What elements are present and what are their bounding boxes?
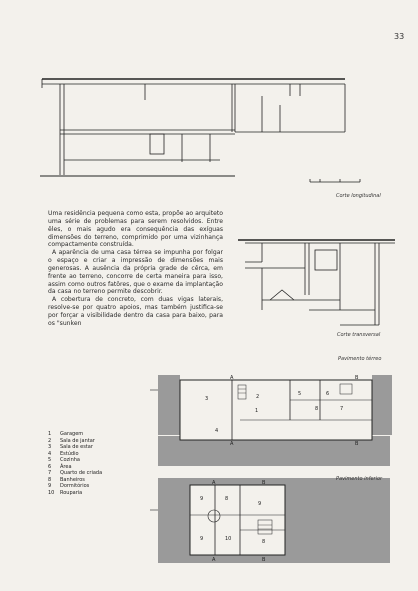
legend-number: 1 bbox=[48, 431, 52, 437]
plan-label-lower-9b: 9 bbox=[200, 536, 204, 542]
room-legend bbox=[48, 431, 102, 496]
legend-row bbox=[48, 490, 102, 497]
lower-floor-plan-drawing bbox=[150, 478, 390, 563]
article-paragraph: Uma residência pequena como esta, propõe ao arquiteto uma série de problemas para serem resolvidos. Entre êles, o mais agudo era consequência das exíguas dimensões do terreno, comprimido por uma vizinhança compactamente construída. bbox=[48, 210, 223, 249]
caption-longitudinal-section: Corte longitudinal bbox=[336, 193, 381, 199]
transverse-section-drawing bbox=[238, 240, 395, 325]
legend-label: Garagem bbox=[60, 431, 84, 437]
plan-label-ground-7: 7 bbox=[340, 406, 344, 412]
legend-number: 9 bbox=[48, 483, 52, 490]
plan-label-ground-1: 1 bbox=[255, 408, 259, 414]
legend-label: Sala de jantar bbox=[60, 437, 95, 444]
plan-label-lower-8a: 8 bbox=[225, 496, 229, 502]
legend-number: 5 bbox=[48, 457, 52, 464]
plan-label-ground-B2: B bbox=[355, 441, 359, 447]
plan-label-lower-A2: A bbox=[212, 557, 216, 563]
plan-label-ground-3: 3 bbox=[205, 396, 209, 402]
ground-floor-plan-drawing bbox=[150, 375, 392, 466]
plan-label-ground-A1: A bbox=[230, 375, 234, 381]
legend-number: 3 bbox=[48, 444, 52, 451]
plan-label-lower-9c: 9 bbox=[258, 501, 262, 507]
legend-label: Quarto de criada bbox=[60, 470, 103, 477]
plan-label-lower-8b: 8 bbox=[262, 539, 266, 545]
plan-label-ground-6: 6 bbox=[326, 391, 330, 397]
plan-label-lower-9a: 9 bbox=[200, 496, 204, 502]
article-body bbox=[48, 210, 223, 328]
legend-label: Dormitórios bbox=[60, 483, 90, 490]
legend-label: Sala de estar bbox=[60, 444, 93, 451]
legend-number: 10 bbox=[48, 489, 55, 496]
legend-label: Cozinha bbox=[60, 457, 80, 464]
legend-number: 2 bbox=[48, 437, 52, 444]
legend-number: 7 bbox=[48, 470, 52, 477]
article-paragraph: A aparência de uma casa térrea se impunha por folgar o espaço e criar a impressão de dimensões mais generosas. A ausência da própria grade de cêrca, em frente ao terreno, concorre de certa maneira para isso, assim como outros fatôres, que o exame da implantação da casa no terreno permite descobrir. bbox=[48, 249, 223, 296]
legend-number: 8 bbox=[48, 476, 52, 483]
plan-label-ground-B1: B bbox=[355, 375, 359, 381]
legend-label: Área bbox=[60, 463, 72, 470]
caption-transverse-section: Corte transversal bbox=[337, 332, 381, 338]
legend-label: Banheiros bbox=[60, 476, 85, 483]
plan-label-lower-B1: B bbox=[262, 480, 266, 486]
plan-label-ground-8: 8 bbox=[315, 406, 319, 412]
legend-number: 4 bbox=[48, 450, 52, 457]
legend-label: Rouparia bbox=[60, 489, 83, 496]
longitudinal-section-drawing bbox=[40, 79, 360, 182]
plan-label-lower-10: 10 bbox=[225, 536, 232, 542]
page-number: 33 bbox=[394, 32, 405, 41]
caption-lower-floor: Pavimento inferior bbox=[336, 476, 383, 482]
legend-label: Estúdio bbox=[60, 450, 79, 457]
plan-label-lower-B2: B bbox=[262, 557, 266, 563]
article-paragraph: A cobertura de concreto, com duas vigas laterais, resolve-se por quatro apoios, mas também justifica-se por forçar a visibilidade dentro da casa para baixo, para os "sunken bbox=[48, 296, 223, 327]
plan-label-ground-5: 5 bbox=[298, 391, 302, 397]
caption-ground-floor: Pavimento térreo bbox=[338, 356, 382, 362]
plan-label-lower-A1: A bbox=[212, 480, 216, 486]
plan-label-ground-4: 4 bbox=[215, 428, 219, 434]
plan-label-ground-A2: A bbox=[230, 441, 234, 447]
legend-number: 6 bbox=[48, 463, 52, 470]
plan-label-ground-2: 2 bbox=[256, 394, 260, 400]
